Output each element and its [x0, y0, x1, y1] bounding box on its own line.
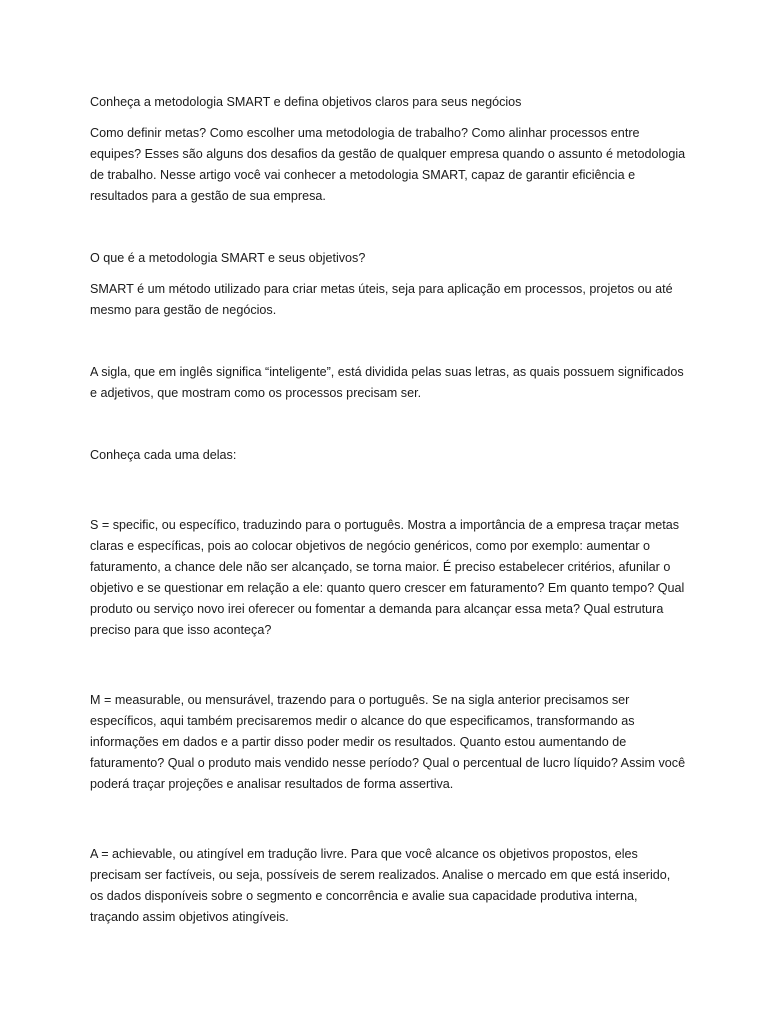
definition-paragraph: SMART é um método utilizado para criar metas úteis, seja para aplicação em processos, projetos ou até mesmo para gestão de negócios.	[90, 282, 673, 317]
spacer	[90, 207, 686, 248]
section-heading: O que é a metodologia SMART e seus objetivos?	[90, 251, 366, 265]
spacer	[90, 269, 686, 279]
spacer	[90, 641, 686, 690]
letters-intro: Conheça cada uma delas:	[90, 448, 237, 462]
achievable-paragraph: A = achievable, ou atingível em tradução livre. Para que você alcance os objetivos propostos, eles precisam ser factíveis, ou seja, possíveis de serem realizados. Analise o mercado em que está inserido, os dados disponíveis sobre o segmento e concorrência e avalie sua capacidade produtiva interna, traçando assim objetivos atingíveis.	[90, 847, 671, 924]
specific-paragraph: S = specific, ou específico, traduzindo para o português. Mostra a importância de a empresa traçar metas claras e específicas, pois ao colocar objetivos de negócio genéricos, como por exemplo: aumentar o faturamento, a chance dele não ser alcançado, se torna maior. É preciso estabelecer critérios, afunilar o objetivo e se questionar em relação a ele: quanto quero crescer em faturamento? Em quanto tempo? Qual produto ou serviço novo irei oferecer ou fomentar a demanda para alcançar essa meta? Qual estrutura preciso para que isso aconteça?	[90, 518, 685, 637]
document-title: Conheça a metodologia SMART e defina objetivos claros para seus negócios	[90, 95, 522, 109]
intro-paragraph: Como definir metas? Como escolher uma metodologia de trabalho? Como alinhar processos entre equipes? Esses são alguns dos desafios da gestão de qualquer empresa quando o assunto é metodologia de trabalho. Nesse artigo você vai conhecer a metodologia SMART, capaz de garantir eficiência e resultados para a gestão de sua empresa.	[90, 126, 686, 203]
spacer	[90, 795, 686, 844]
acronym-paragraph: A sigla, que em inglês significa “inteligente”, está dividida pelas suas letras, as quais possuem significados e adjetivos, que mostram como os processos precisam ser.	[90, 365, 684, 400]
spacer	[90, 321, 686, 362]
spacer	[90, 466, 686, 515]
spacer	[90, 404, 686, 445]
document-body	[90, 92, 686, 928]
spacer	[90, 113, 686, 123]
measurable-paragraph: M = measurable, ou mensurável, trazendo para o português. Se na sigla anterior precisamos ser específicos, aqui também precisaremos medir o alcance do que especificamos, transformando as informações em dados e a partir disso poder medir os resultados. Quanto estou aumentando de faturamento? Qual o produto mais vendido nesse período? Qual o percentual de lucro líquido? Assim você poderá traçar projeções e analisar resultados de forma assertiva.	[90, 693, 686, 791]
